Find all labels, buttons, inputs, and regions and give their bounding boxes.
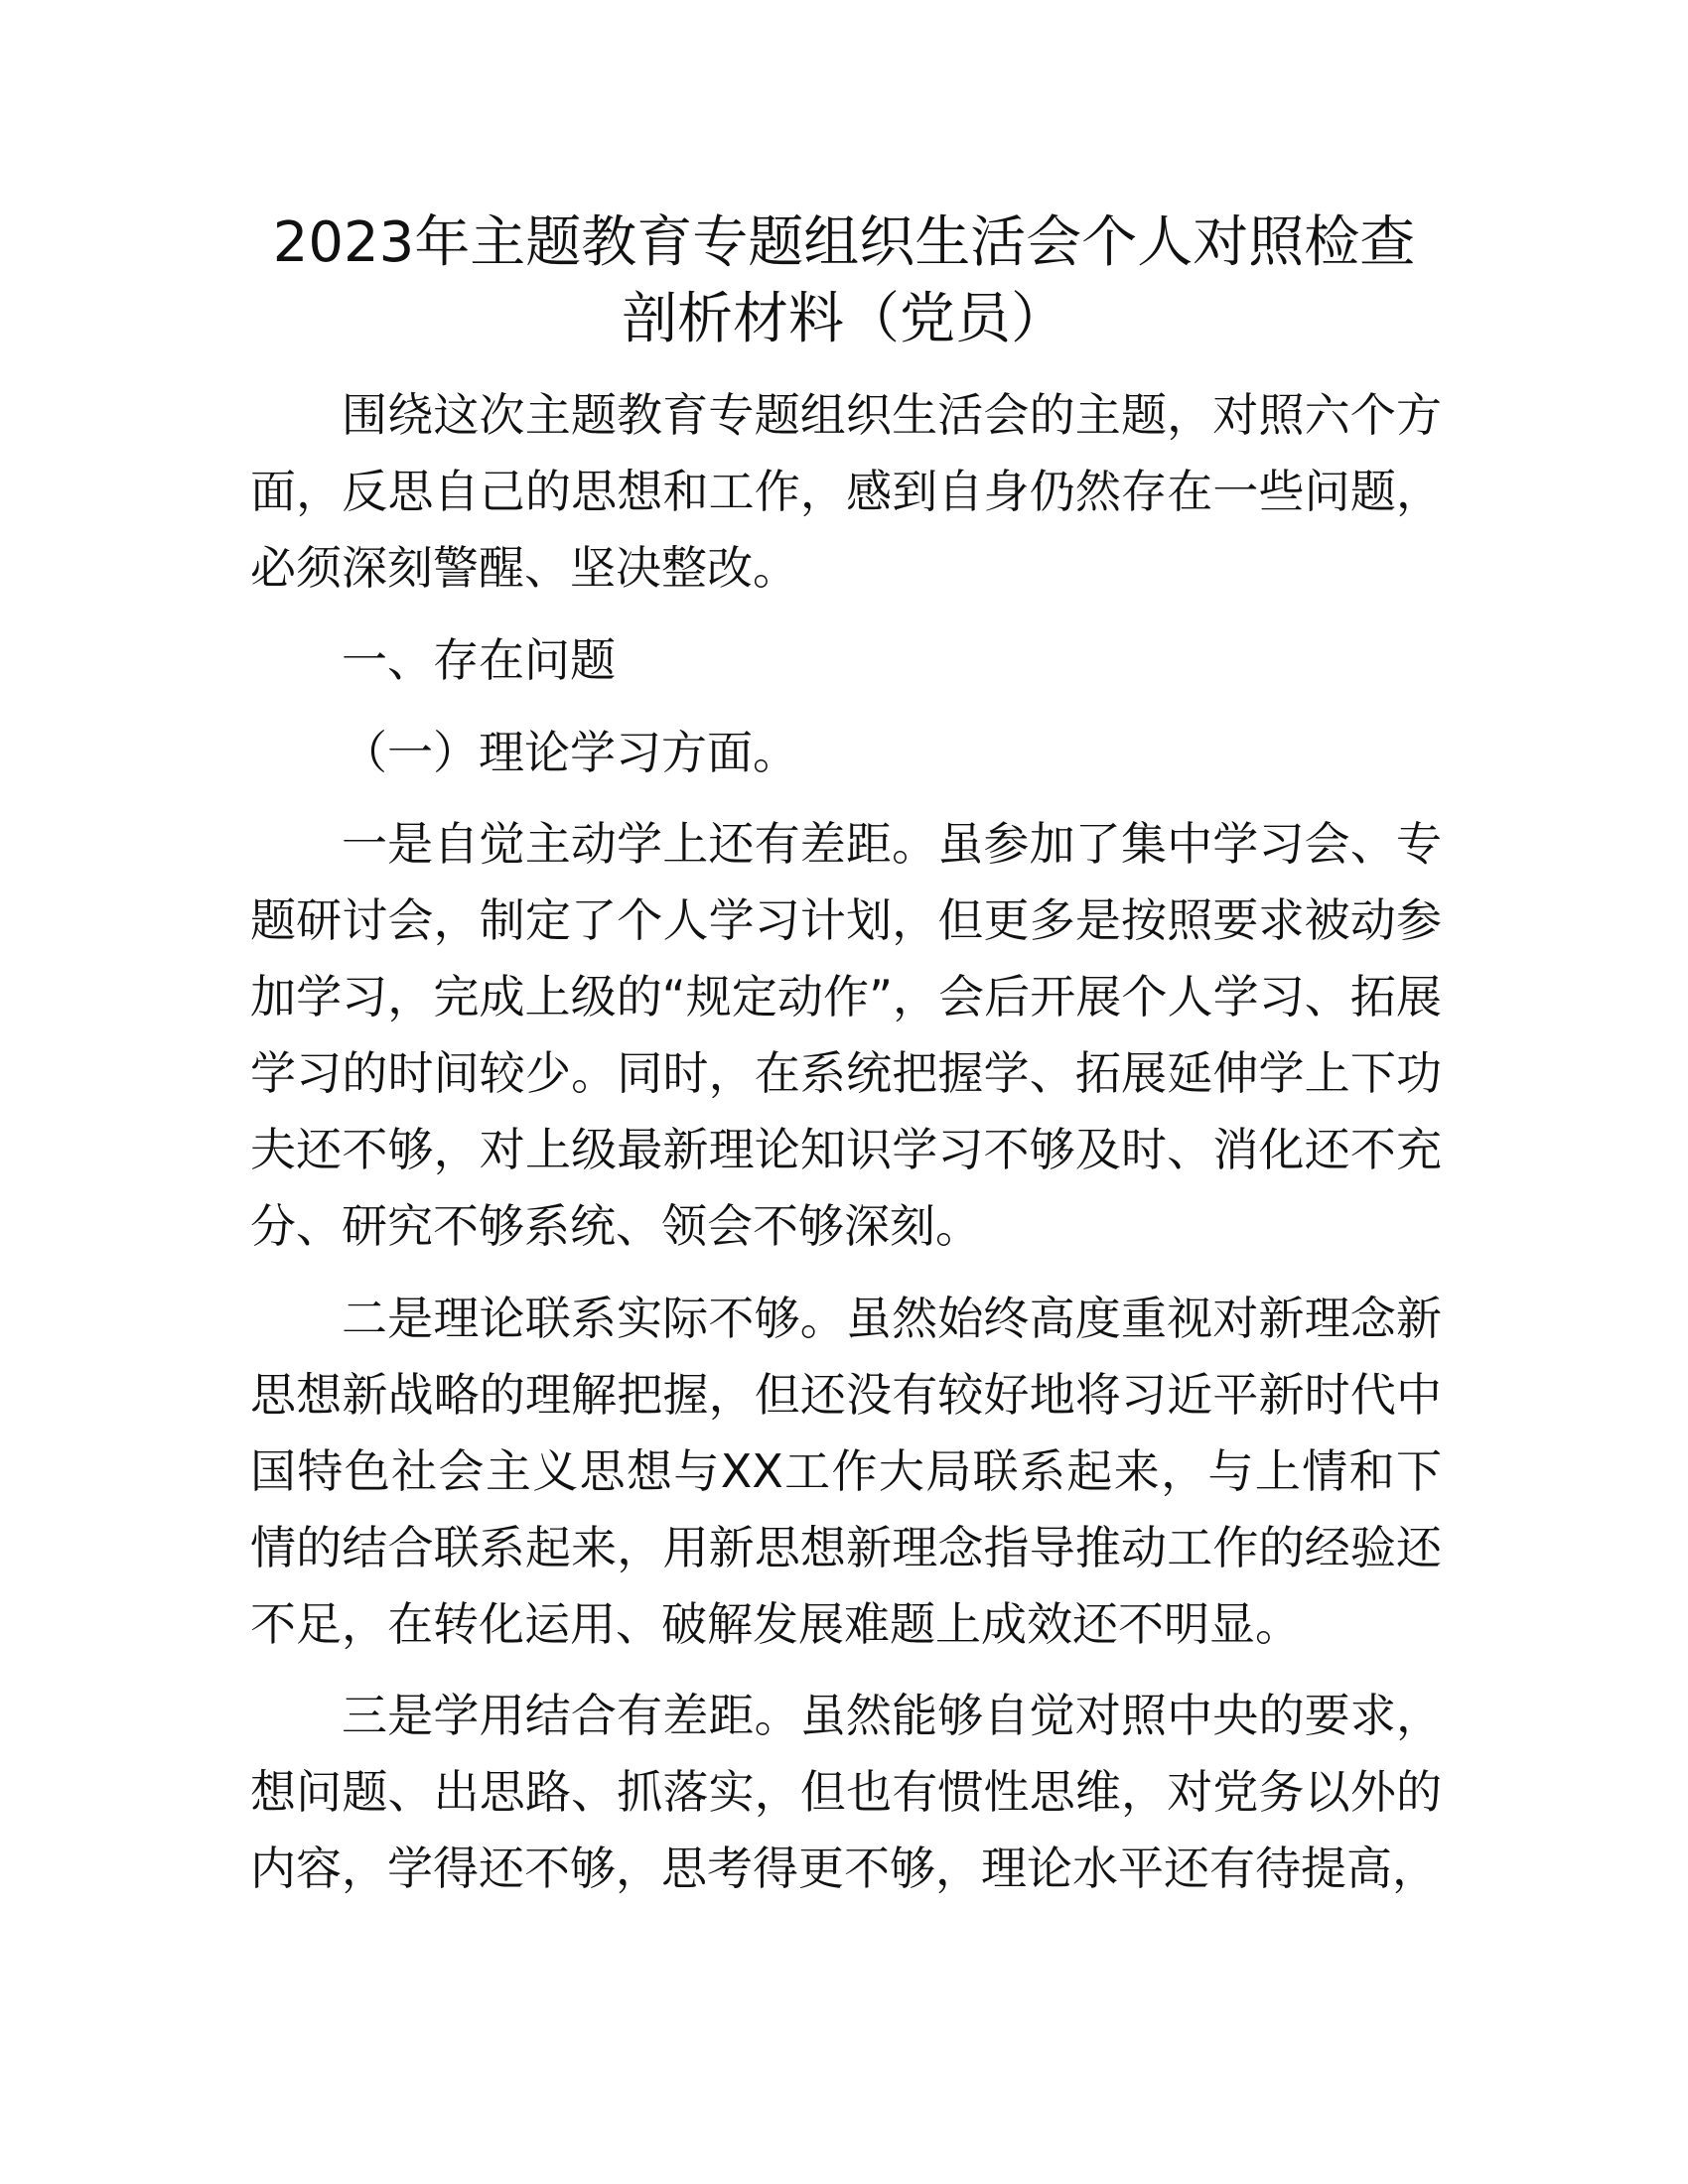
document-title-line-1: 2023年主题教育专题组织生活会个人对照检查 — [272, 210, 1416, 275]
paragraph-first-issue: 一是自觉主动学上还有差距。虽参加了集中学习会、专题研讨会，制定了个人学习计划，但更多是按照要求被动参加学习，完成上级的“规定动作”，会后开展个人学习、拓展学习的时间较少。同时，在系统把握学、拓展延伸学上下功夫还不够，对上级最新理论知识学习不够及时、消化还不充分、研究不够系统、领会不够深刻。 — [250, 817, 1442, 1253]
section-heading-problems: 一、存在问题 — [342, 633, 616, 687]
subsection-heading-theory-study: （一）理论学习方面。 — [342, 726, 798, 779]
document-title-line-2: 剖析材料（党员） — [622, 287, 1066, 351]
intro-paragraph: 围绕这次主题教育专题组织生活会的主题，对照六个方面，反思自己的思想和工作，感到自身仍然存在一些问题，必须深刻警醒、坚决整改。 — [250, 388, 1442, 595]
paragraph-second-issue: 二是理论联系实际不够。虽然始终高度重视对新理念新思想新战略的理解把握，但还没有较好地将习近平新时代中国特色社会主义思想与XX工作大局联系起来，与上情和下情的结合联系起来，用新思想新理念指导推动工作的经验还不足，在转化运用、破解发展难题上成效还不明显。 — [250, 1292, 1442, 1651]
paragraph-third-issue: 三是学用结合有差距。虽然能够自觉对照中央的要求，想问题、出思路、抓落实，但也有惯性思维，对党务以外的内容，学得还不够，思考得更不够，理论水平还有待提高， — [250, 1689, 1442, 1895]
